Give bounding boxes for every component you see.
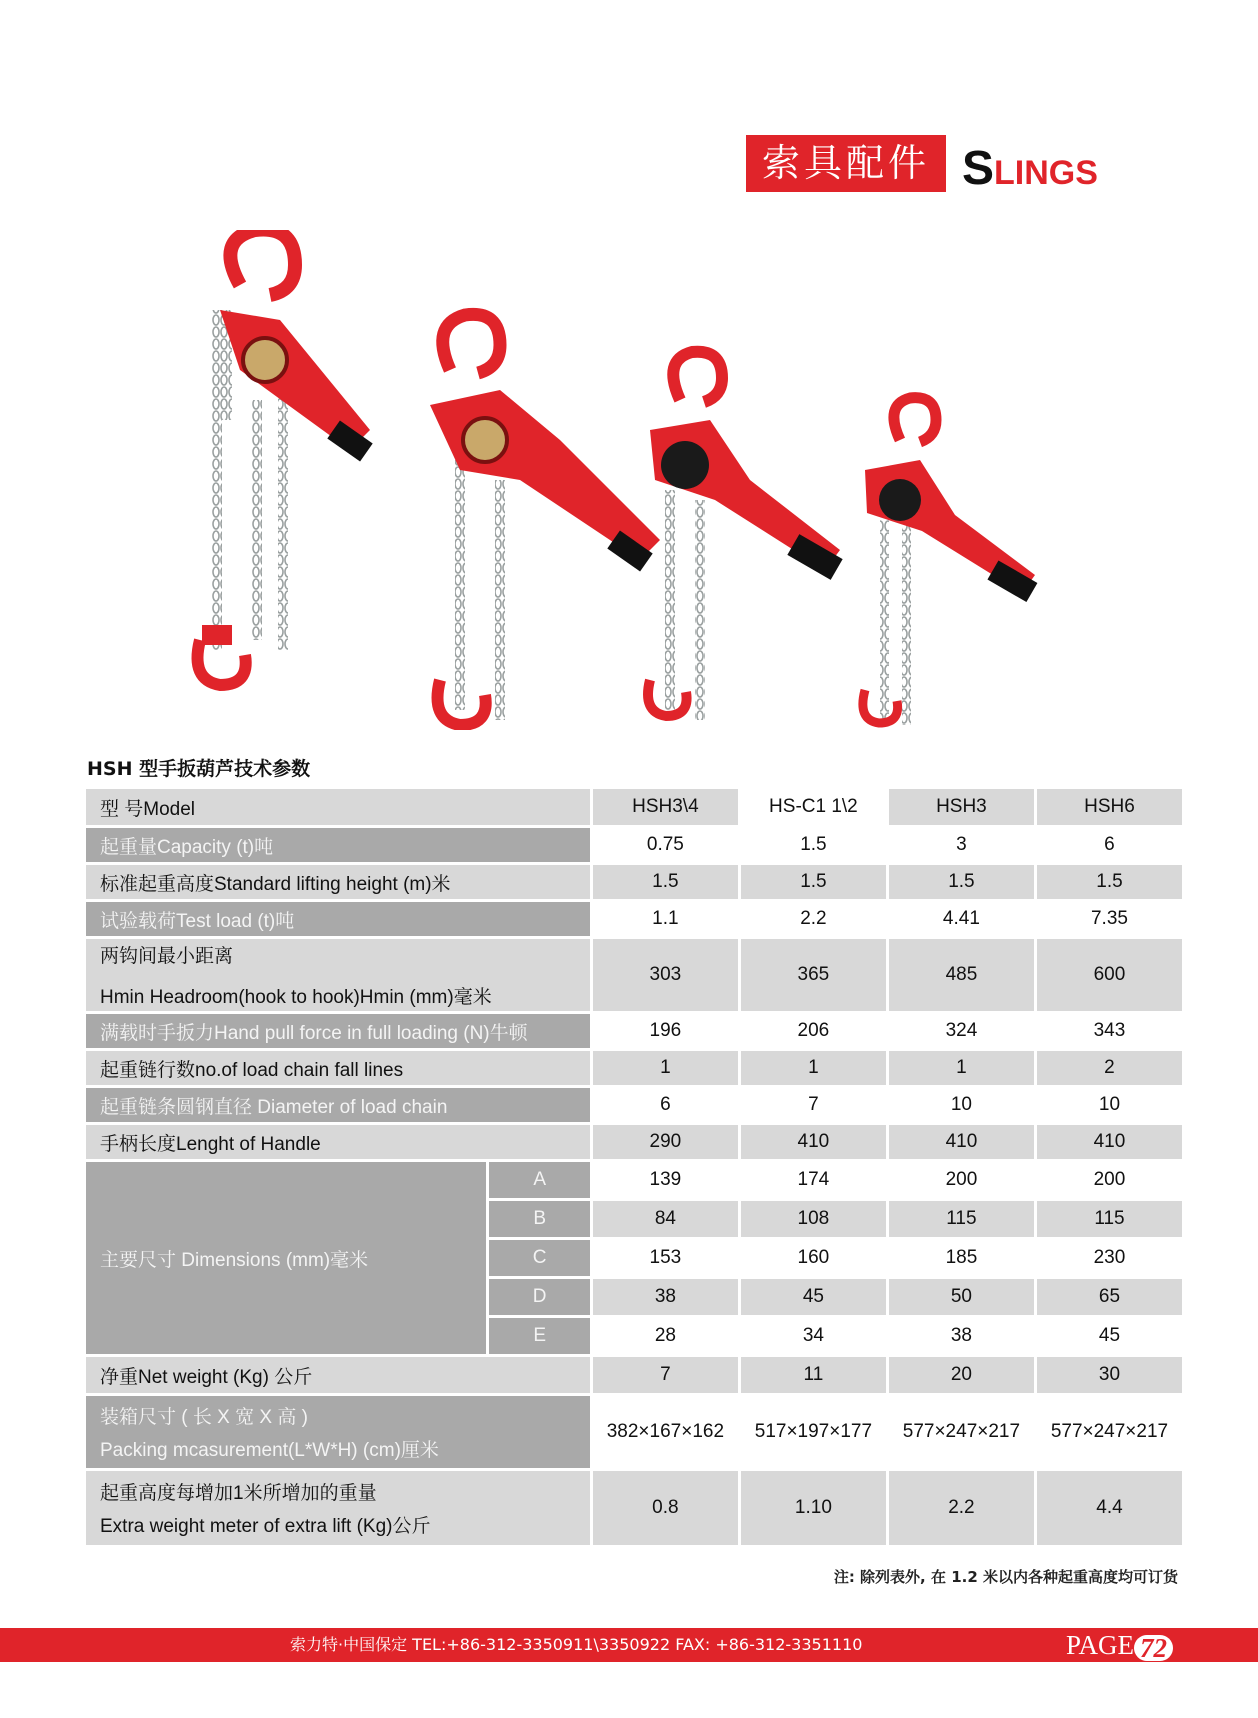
cell: 115 (1034, 1201, 1182, 1237)
test-load-row (86, 902, 1182, 936)
cell: 1 (590, 1051, 738, 1085)
dimensions-label: 主要尺寸 Dimensions (mm)毫米 (86, 1162, 486, 1354)
row-label: 起重链行数no.of load chain fall lines (86, 1051, 590, 1085)
cell: 38 (590, 1279, 738, 1315)
cell: 1.5 (738, 828, 886, 862)
cell: 139 (590, 1162, 738, 1198)
cell: 303 (590, 939, 738, 1011)
cell: 7 (738, 1088, 886, 1122)
page-number-badge: 72 (1134, 1635, 1173, 1661)
cell: 1.5 (590, 865, 738, 899)
hoist-hsh3-4-image (198, 230, 373, 685)
cell: 230 (1034, 1240, 1182, 1276)
row-label-line2: Hmin Headroom(hook to hook)Hmin (mm)毫米 (100, 987, 492, 1008)
cell: 4.4 (1034, 1471, 1182, 1545)
model-label: 型 号Model (86, 789, 590, 825)
row-label-line1: 起重高度每增加1米所增加的重量 (100, 1483, 377, 1504)
cell: 2.2 (886, 1471, 1034, 1545)
cell: 1 (886, 1051, 1034, 1085)
cell: 2 (1034, 1051, 1182, 1085)
row-label: 手柄长度Lenght of Handle (86, 1125, 590, 1159)
cell: 600 (1034, 939, 1182, 1011)
cell: 7.35 (1034, 902, 1182, 936)
cell: 115 (886, 1201, 1034, 1237)
cell: 50 (886, 1279, 1034, 1315)
cell: 1 (738, 1051, 886, 1085)
row-label-line2: Packing mcasurement(L*W*H) (cm)厘米 (100, 1440, 439, 1461)
chain-fall-row (86, 1051, 1182, 1085)
cell: 2.2 (738, 902, 886, 936)
table-title: HSH 型手扳葫芦技术参数 (87, 758, 311, 780)
hoist-hs-c1-image (430, 314, 660, 725)
cell: 34 (738, 1318, 886, 1354)
dimension-key: B (486, 1201, 589, 1237)
cell: 1.5 (1034, 865, 1182, 899)
row-label: 起重量Capacity (t)吨 (86, 828, 590, 862)
cell: 410 (738, 1125, 886, 1159)
cell: 3 (886, 828, 1034, 862)
model-row (86, 789, 1182, 825)
dimension-key: C (486, 1240, 589, 1276)
cell: 1.10 (738, 1471, 886, 1545)
cell: 30 (1034, 1357, 1182, 1393)
cell: 324 (886, 1014, 1034, 1048)
product-photos (180, 230, 1110, 730)
cell: 485 (886, 939, 1034, 1011)
category-initial: S (962, 142, 995, 195)
hoist-hsh3-image (648, 352, 843, 720)
row-label: 标准起重高度Standard lifting height (m)米 (86, 865, 590, 899)
model-cell: HSH6 (1034, 789, 1182, 825)
cell: 517×197×177 (738, 1396, 886, 1468)
cell: 65 (1034, 1279, 1182, 1315)
cell: 10 (1034, 1088, 1182, 1122)
row-label: 净重Net weight (Kg) 公斤 (86, 1357, 590, 1393)
table-note: 注: 除列表外, 在 1.2 米以内各种起重高度均可订货 (833, 1568, 1178, 1586)
cell: 6 (1034, 828, 1182, 862)
cell: 410 (886, 1125, 1034, 1159)
handle-length-row (86, 1125, 1182, 1159)
cell: 0.75 (590, 828, 738, 862)
cell: 577×247×217 (1034, 1396, 1182, 1468)
row-label-line2: Extra weight meter of extra lift (Kg)公斤 (100, 1516, 431, 1537)
cell: 290 (590, 1125, 738, 1159)
cell: 1.5 (886, 865, 1034, 899)
category-title-en (962, 140, 1098, 197)
capacity-row (86, 828, 1182, 862)
cell: 200 (1034, 1162, 1182, 1198)
row-label-line1: 两钩间最小距离 (100, 946, 234, 967)
hand-pull-row (86, 1014, 1182, 1048)
cell: 174 (738, 1162, 886, 1198)
row-label: 起重链条圆钢直径 Diameter of load chain (86, 1088, 590, 1122)
page-word: PAGE (1066, 1630, 1135, 1660)
cell: 410 (1034, 1125, 1182, 1159)
cell: 84 (590, 1201, 738, 1237)
cell: 6 (590, 1088, 738, 1122)
model-cell: HSH3\4 (590, 789, 738, 825)
cell: 20 (886, 1357, 1034, 1393)
hoist-hsh6-image (863, 398, 1038, 725)
net-weight-row (86, 1357, 1182, 1393)
row-label: 试验载荷Test load (t)吨 (86, 902, 590, 936)
category-title-cn: 索具配件 (746, 135, 946, 192)
extra-weight-row (86, 1471, 1182, 1545)
chain-diameter-row (86, 1088, 1182, 1122)
spec-table (86, 786, 1182, 1548)
lifting-height-row (86, 865, 1182, 899)
packing-row (86, 1396, 1182, 1468)
row-label (86, 1471, 590, 1545)
dimension-key: D (486, 1279, 589, 1315)
cell: 7 (590, 1357, 738, 1393)
cell: 206 (738, 1014, 886, 1048)
cell: 343 (1034, 1014, 1182, 1048)
category-rest: LINGS (994, 154, 1098, 192)
cell: 577×247×217 (886, 1396, 1034, 1468)
cell: 1.1 (590, 902, 738, 936)
cell: 0.8 (590, 1471, 738, 1545)
row-label (86, 939, 590, 1011)
cell: 4.41 (886, 902, 1034, 936)
cell: 10 (886, 1088, 1034, 1122)
cell: 38 (886, 1318, 1034, 1354)
dimension-key: E (486, 1318, 589, 1354)
cell: 45 (1034, 1318, 1182, 1354)
cell: 382×167×162 (590, 1396, 738, 1468)
cell: 153 (590, 1240, 738, 1276)
cell: 28 (590, 1318, 738, 1354)
footer-contact: 索力特·中国保定 TEL:+86-312-3350911\3350922 FAX: +86-312-3351110 (290, 1635, 863, 1654)
row-label-line1: 装箱尺寸 ( 长 X 宽 X 高 ) (100, 1407, 308, 1428)
row-label: 满载时手扳力Hand pull force in full loading (N)牛顿 (86, 1014, 590, 1048)
cell: 200 (886, 1162, 1034, 1198)
model-cell: HSH3 (886, 789, 1034, 825)
model-cell: HS-C1 1\2 (738, 789, 886, 825)
headroom-row (86, 939, 1182, 1011)
cell: 108 (738, 1201, 886, 1237)
cell: 160 (738, 1240, 886, 1276)
cell: 11 (738, 1357, 886, 1393)
dimension-key: A (486, 1162, 589, 1198)
dimension-row-a (86, 1162, 1182, 1198)
page-number (1066, 1628, 1173, 1662)
cell: 1.5 (738, 865, 886, 899)
cell: 45 (738, 1279, 886, 1315)
cell: 196 (590, 1014, 738, 1048)
cell: 185 (886, 1240, 1034, 1276)
cell: 365 (738, 939, 886, 1011)
row-label (86, 1396, 590, 1468)
